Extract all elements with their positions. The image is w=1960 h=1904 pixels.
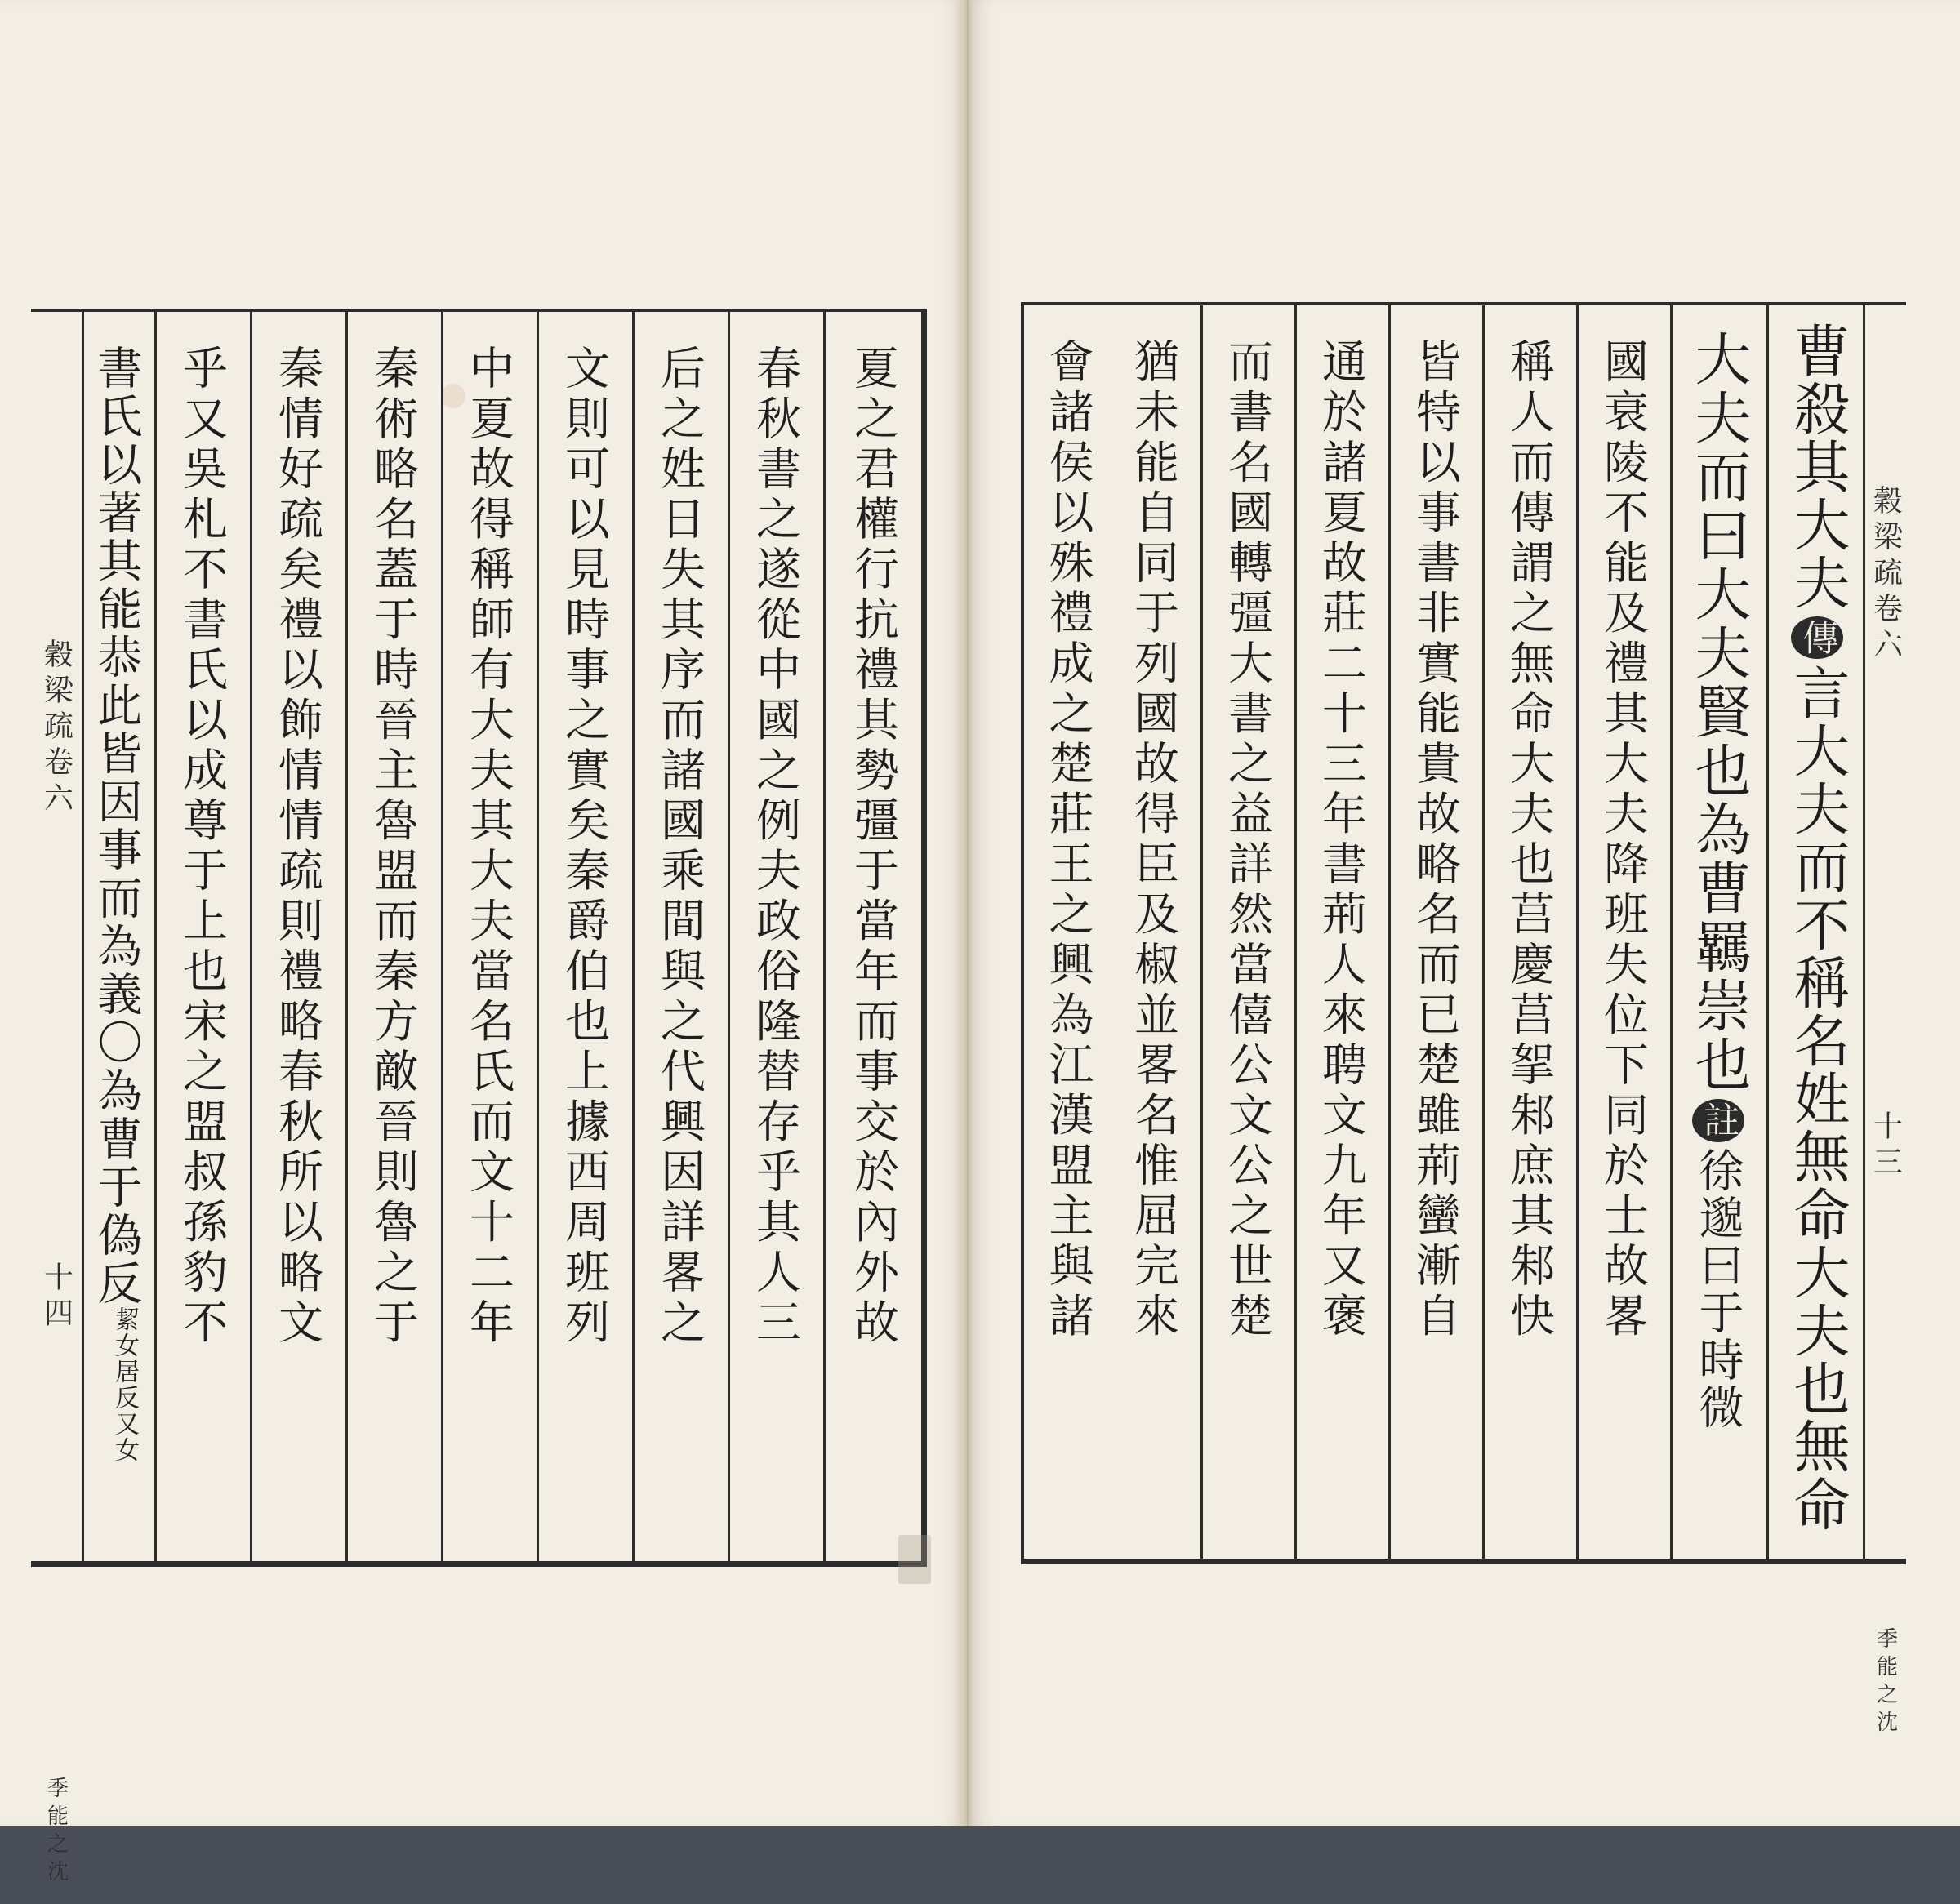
heading-column: 大夫而曰大夫賢也為曹羈崇也註徐邈曰于時微 [1670, 305, 1769, 1559]
text-column: 通於諸夏故莊二十三年書荊人來聘文九年又褒 [1294, 305, 1391, 1559]
small-annotation: 絜女居反又女 [110, 1306, 139, 1463]
right-page [972, 0, 1960, 1826]
heading-column [1766, 305, 1865, 1559]
margin-footer: 季能之沈 [43, 1777, 69, 1888]
text-column: 會諸侯以殊禮成之楚莊王之興為江漢盟主與諸 [1041, 338, 1094, 1342]
margin-book-title: 穀梁疏卷六 [1869, 485, 1903, 665]
text-column: 秦術略名蓋于時晉主魯盟而秦方敵晉則魯之于 [345, 312, 443, 1561]
worn-corner [898, 1535, 931, 1584]
zhu-marker: 註 [1692, 1099, 1744, 1142]
heading-commentary: 言大夫而不稱名姓無命大夫也無命 [1784, 664, 1850, 1533]
text-column: 文則可以見時事之實矣秦爵伯也上據西周班列 [537, 312, 635, 1561]
margin-footer: 季能之沈 [1873, 1627, 1898, 1738]
text-column: 書氏以著其能恭此皆因事而為義〇為曹于偽反 [79, 312, 157, 1561]
text-column: 猶未能自同于列國故得臣及椒並畧名惟屈完來 [1107, 305, 1203, 1559]
margin-page-number: 十四 [39, 1261, 74, 1333]
right-text-frame [1021, 302, 1906, 1738]
left-page [0, 0, 964, 1888]
right-margin-column [1863, 305, 1906, 1738]
text-column: 后之姓日失其序而諸國乘間與之代興因詳畧之 [632, 312, 730, 1561]
text-column: 秦情好疏矣禮以飾情情疏則禮略春秋所以略文 [250, 312, 348, 1561]
text-column: 夏之君權行抗禮其勢彊于當年而事交於內外故 [823, 312, 921, 1561]
left-margin-column [31, 312, 84, 1888]
note-text: 徐邈曰于時微 [1691, 1147, 1744, 1431]
text-column: 皆特以事書非實能貴故略名而已楚雖荊蠻漸自 [1388, 305, 1485, 1559]
heading-text: 曹殺其大夫 [1784, 322, 1850, 612]
margin-book-title: 穀梁疏卷六 [39, 638, 74, 818]
text-column: 乎又吳札不書氏以成尊于上也宋之盟叔孫豹不 [154, 312, 252, 1561]
text-column: 稱人而傳謂之無命大夫也莒慶莒挐邾庶其邾快 [1482, 305, 1579, 1559]
text-column: 國衰陵不能及禮其大夫降班失位下同於士故畧 [1576, 305, 1673, 1559]
chuan-marker: 傳 [1791, 616, 1843, 659]
margin-page-number: 十三 [1869, 1110, 1903, 1182]
left-text-frame [31, 309, 927, 1888]
text-column: 春秋書之遂從中國之例夫政俗隆替存乎其人三 [728, 312, 826, 1561]
text-column: 而書名國轉彊大書之益詳然當僖公文公之世楚 [1200, 305, 1297, 1559]
text-column: 中夏故得稱師有大夫其大夫當名氏而文十二年 [441, 312, 539, 1561]
